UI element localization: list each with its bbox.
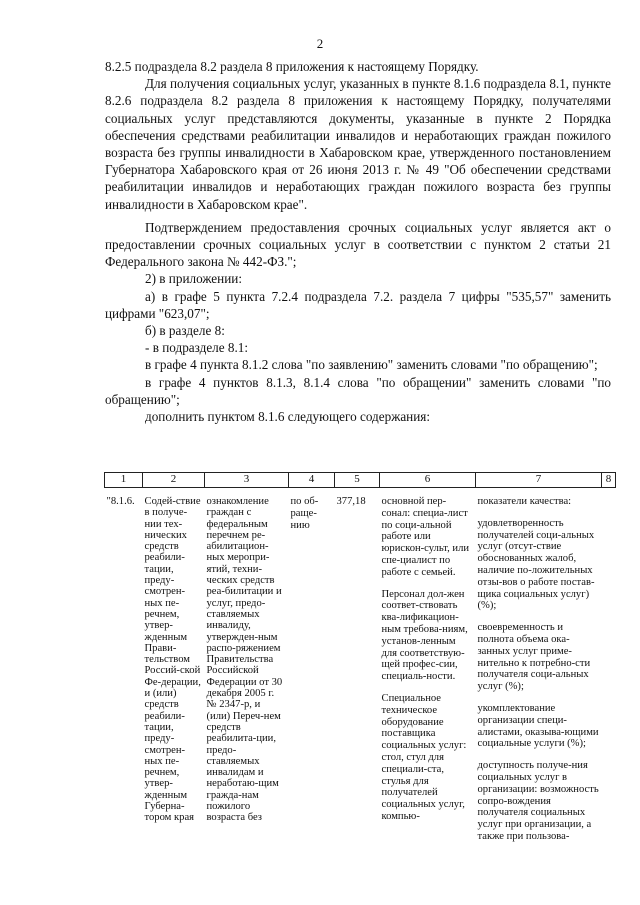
conditions-paragraph: Специальное техническое оборудование поставщика социальных услуг: стол, стул для специали-ста, стулья для получателей социальных услуг, компью- — [381, 692, 467, 822]
column-header: 3 — [205, 473, 289, 488]
services-table — [104, 472, 616, 853]
quality-paragraph: укомплектование организации специ-алистами, оказыва-ющими социальные услуги (%); — [477, 702, 599, 750]
column-header: 4 — [289, 473, 335, 488]
document-body — [105, 58, 611, 425]
column-header: 1 — [105, 473, 143, 488]
table-row — [105, 488, 616, 853]
cell-provision-terms: по об-раще-нию — [290, 496, 319, 531]
paragraph: дополнить пунктом 8.1.6 следующего содержания: — [145, 409, 431, 425]
column-header: 5 — [335, 473, 380, 488]
cell-service-name: Содей-ствие в получе-нии тех-нических средств реабили-тации, преду-смотрен-ных пе-речнем, утвер-жденным Прави-тельством Россий-ской Фе-дерации, и (или) средств реабили-тации, преду-смотрен-ных пе-речнем, утвер-жденным Губерна-тором края — [144, 496, 201, 824]
quality-paragraph: удовлетворенность получателей соци-альных услуг (отсут-ствие обоснованных жалоб, наличие по-ложительных отзы-вов о работе постав-щика социальных услуг) (%); — [477, 517, 595, 612]
cell-conditions — [380, 488, 476, 853]
conditions-paragraph: Персонал дол-жен соответ-ствовать ква-лификацион-ным требова-ниям, установ-ленным для соответствую-щей профес-сии, специаль-ности. — [381, 588, 468, 683]
cell-service-description: ознакомление граждан с федеральным перечнем ре-абилитацион-ных меропри-ятий, техни-ческих средств реа-билитации и услуг, предо-ставляемых инвалиду, утвержден-ным распо-ряжением Правительства Российской Федерации от 30 декабря 2005 г. № 2347-р, и (или) Переч-нем средств реабилита-ции, предо-ставляемых инвалидам и неработаю-щим гражда-нам пожилого возраста без — [206, 496, 283, 824]
paragraph: - в подразделе 8.1: — [145, 340, 249, 356]
cell-quality-indicators — [476, 488, 602, 853]
cell-tariff: 377,18 — [336, 496, 366, 507]
conditions-paragraph: основной пер-сонал: специа-лист по соци-альной работе или юрискон-сульт, или спе-циалист по работе с семьей. — [381, 496, 470, 578]
paragraph: 2) в приложении: — [145, 271, 242, 287]
paragraph: а) в графе 5 пункта 7.2.4 подраздела 7.2. раздела 7 цифры "535,57" заменить цифрами "623,07"; — [105, 288, 611, 321]
cell-item-number: "8.1.6. — [106, 496, 135, 507]
paragraph: Подтверждением предоставления срочных социальных услуг является акт о предоставлении срочных социальных услуг в соответствии с пунктом 2 статьи 21 Федерального закона № 442-ФЗ."; — [105, 219, 611, 270]
table-header-row — [105, 473, 616, 488]
column-header: 8 — [602, 473, 616, 488]
paragraph: в графе 4 пункта 8.1.2 слова "по заявлению" заменить словами "по обращению"; — [145, 357, 598, 373]
cell-column-8 — [602, 488, 616, 853]
quality-paragraph: показатели качества: — [477, 496, 572, 507]
paragraph: 8.2.5 подраздела 8.2 раздела 8 приложения к настоящему Порядку. — [105, 59, 479, 74]
paragraph: Для получения социальных услуг, указанных в пункте 8.1.6 подраздела 8.1, пункте 8.2.6 подраздела 8.2 раздела 8 приложения к настоящему Порядку, получателями социальных услуг представляются документы, указанные в пункте 2 Порядка обеспечения средствами реабилитации инвалидов и неработающих граждан пожилого возраста без группы инвалидности в Хабаровском крае, утвержденного постановлением Губернатора Хабаровского края от 26 июня 2013 г. № 49 "Об обеспечении средствами реабилитации инвалидов и неработающих граждан пожилого возраста без группы инвалидности в Хабаровском крае". — [105, 76, 611, 212]
column-header: 6 — [380, 473, 476, 488]
paragraph: б) в разделе 8: — [145, 323, 225, 339]
column-header: 2 — [143, 473, 205, 488]
column-header: 7 — [476, 473, 602, 488]
quality-paragraph: своевременность и полнота объема ока-занных услуг приме-нительно к потребно-сти получателя соци-альных услуг (%); — [477, 622, 591, 693]
quality-paragraph: доступность получе-ния социальных услуг в организации: возможность сопро-вождения получателя социальных услуг при организации, а также при пользова- — [477, 760, 599, 842]
paragraph: в графе 4 пунктов 8.1.3, 8.1.4 слова "по обращении" заменить словами "по обращению"; — [105, 374, 611, 407]
page-number: 2 — [316, 36, 324, 51]
